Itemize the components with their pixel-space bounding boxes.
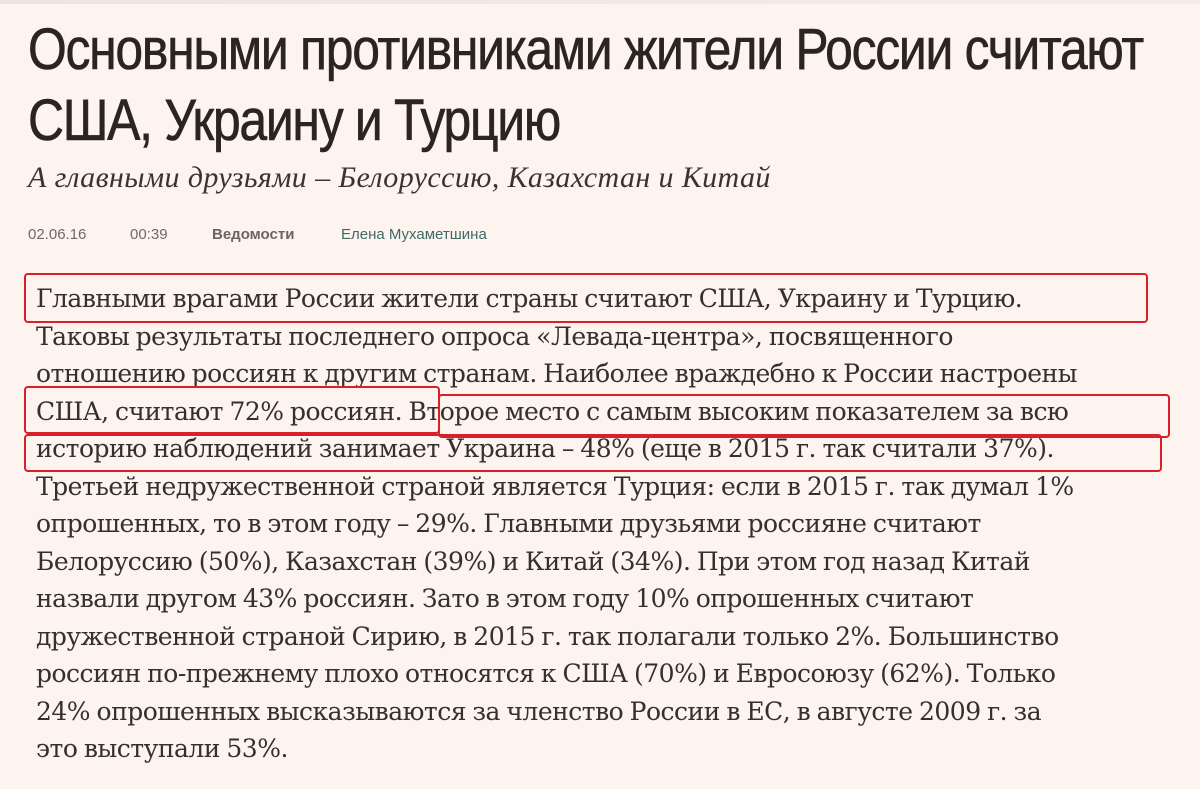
body-line: дружественной страной Сирию, в 2015 г. так полагали только 2%. Большинство <box>36 621 1059 651</box>
article-subtitle: А главными друзьями – Белоруссию, Казахстан и Китай <box>28 161 771 194</box>
article-body <box>36 280 1200 768</box>
publish-date: 02.06.16 <box>28 226 87 243</box>
body-line: Третьей недружественной страной является Турция: если в 2015 г. так думал 1% <box>36 471 1074 501</box>
body-line: назвали другом 43% россиян. Зато в этом году 10% опрошенных считают <box>36 584 974 613</box>
top-divider <box>0 0 1200 4</box>
body-line: 24% опрошенных высказываются за членство России в ЕС, в августе 2009 г. за <box>36 696 1042 726</box>
author-link[interactable]: Елена Мухаметшина <box>341 226 487 243</box>
body-line: Белоруссию (50%), Казахстан (39%) и Китай (34%). При этом год назад Китай <box>36 546 1030 576</box>
body-line: отношению россиян к другим странам. Наиболее враждебно к России настроены <box>36 359 1078 388</box>
article-headline: Основными противниками жители России считают США, Украину и Турцию <box>28 17 1143 153</box>
body-line: это выступали 53%. <box>36 734 288 763</box>
body-line: историю наблюдений занимает Украина – 48% (еще в 2015 г. так считали 37%). <box>36 434 1054 463</box>
body-line: россиян по-прежнему плохо относятся к США (70%) и Евросоюзу (62%). Только <box>36 659 1056 688</box>
body-line: Главными врагами России жители страны считают США, Украину и Турцию. <box>36 284 1023 313</box>
body-line: Таковы результаты последнего опроса «Левада-центра», посвященного <box>36 321 953 351</box>
body-line: опрошенных, то в этом году – 29%. Главными друзьями россияне считают <box>36 509 981 538</box>
source-link[interactable]: Ведомости <box>212 226 295 243</box>
publish-time: 00:39 <box>130 226 168 243</box>
body-line: США, считают 72% россиян. Второе место с самым высоким показателем за всю <box>36 396 1069 426</box>
